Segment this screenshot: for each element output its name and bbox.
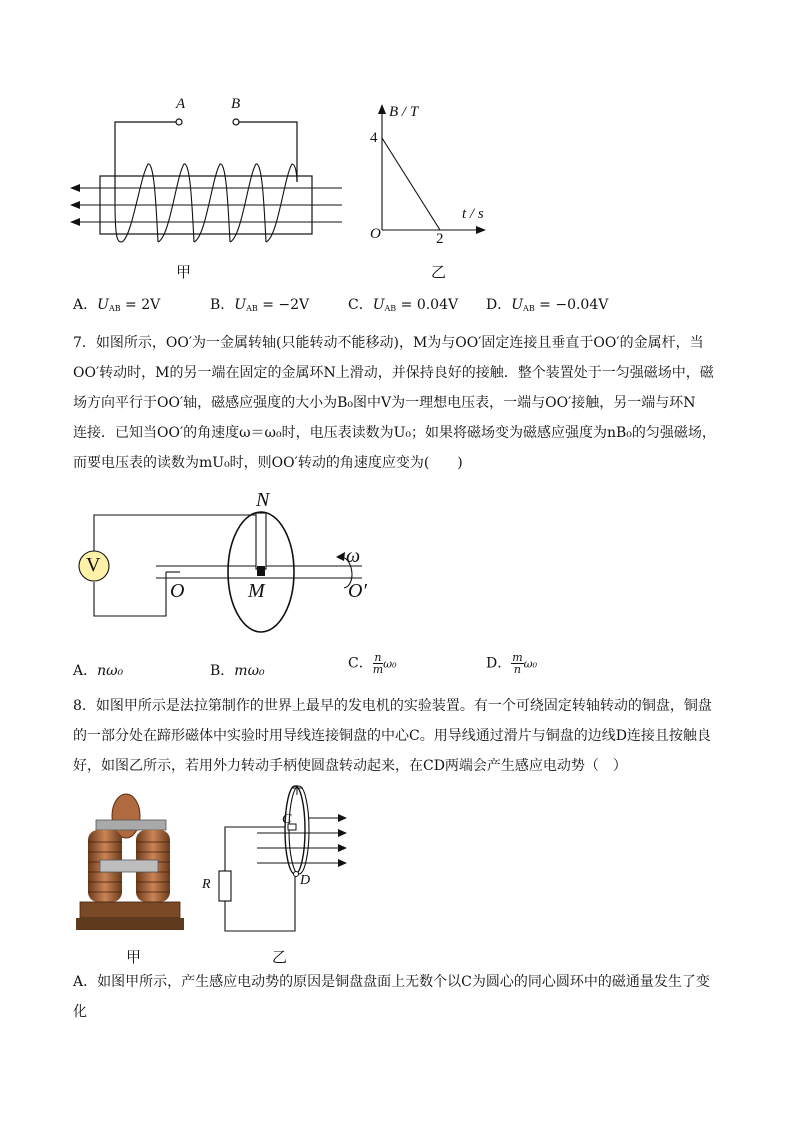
coil-terminal-a-label: A bbox=[176, 96, 186, 112]
q6-option-b[interactable]: B．$U_{AB} = -2V$ bbox=[210, 297, 310, 313]
q7-option-a[interactable]: A．nω₀ bbox=[73, 663, 124, 679]
q8-option-a-line: A．如图甲所示，产生感应电动势的原因是铜盘盘面上无数个以C为圆心的同心圆环中的磁通量发生了变 bbox=[73, 974, 710, 990]
fig6-caption-right: 乙 bbox=[431, 263, 447, 281]
q7-option-b[interactable]: B．mω₀ bbox=[210, 663, 265, 679]
q8-option-a-line: 化 bbox=[73, 1004, 87, 1020]
fig8-caption-right: 乙 bbox=[272, 948, 288, 966]
coil-terminal-b-label: B bbox=[231, 96, 241, 112]
resistor-r-label: R bbox=[202, 877, 211, 892]
bt-data-line bbox=[382, 138, 440, 230]
graph-origin-label: O bbox=[370, 226, 381, 242]
q8-question-text bbox=[73, 691, 723, 781]
graph-y-axis-label: B / T bbox=[389, 104, 419, 120]
faraday-disk-photo bbox=[74, 790, 189, 935]
q7-line: 连接．已知当OO′的角速度ω＝ω₀时，电压表读数为U₀；如果将磁场变为磁感应强度为nB₀的匀强磁场， bbox=[73, 425, 716, 441]
q6-option-d[interactable]: D．$U_{AB} = -0.04V$ bbox=[486, 297, 609, 313]
rod-m-label: M bbox=[248, 580, 265, 602]
q7-question-text bbox=[73, 328, 723, 478]
shaft-o-label: O bbox=[170, 580, 185, 602]
disk-edge-d-label: D bbox=[300, 873, 311, 888]
faraday-disk-schematic bbox=[195, 785, 360, 945]
q6-option-a[interactable]: A．$U_{AB} = 2V$ bbox=[73, 297, 161, 313]
q6-option-c[interactable]: C．$U_{AB} = 0.04V$ bbox=[348, 297, 459, 313]
q8-line: 好，如图乙所示，若用外力转动手柄使圆盘转动起来，在CD两端会产生感应电动势（ ） bbox=[73, 758, 627, 774]
graph-y-tick-label: 4 bbox=[370, 130, 378, 146]
disk-center-c-label: C bbox=[282, 812, 292, 827]
bt-graph bbox=[360, 100, 500, 250]
q8-line: 的一部分处在蹄形磁体中实验时用导线连接铜盘的中心C。用导线通过滑片与铜盘的边线D连接且按触良 bbox=[73, 728, 711, 744]
q8-line: 8．如图甲所示是法拉第制作的世界上最早的发电机的实验装置。有一个可绕固定转轴转动的铜盘，铜盘 bbox=[73, 698, 712, 714]
fig8-caption-left: 甲 bbox=[126, 948, 142, 966]
fraction: $\frac{n}{m}$ bbox=[372, 651, 384, 676]
voltmeter-label: V bbox=[86, 554, 101, 576]
solenoid-diagram bbox=[60, 92, 360, 282]
q7-option-d[interactable]: D． $\frac{m}{n}$ ω₀ bbox=[486, 651, 538, 676]
q7-line: 而要电压表的读数为mU₀时，则OO′转动的角速度应变为( ) bbox=[73, 455, 463, 471]
shaft-o-prime-label: O′ bbox=[348, 580, 367, 602]
q8-option-a[interactable] bbox=[73, 967, 723, 1027]
q7-option-c[interactable]: C． $\frac{n}{m}$ ω₀ bbox=[348, 651, 397, 676]
q7-line: 7．如图所示，OO′为一金属转轴(只能转动不能移动)，M为与OO′固定连接且垂直于OO′的金属杆，当 bbox=[73, 335, 704, 351]
rotating-rod-diagram bbox=[70, 490, 390, 640]
graph-x-axis-label: t / s bbox=[462, 206, 484, 222]
ring-n-label: N bbox=[256, 489, 270, 511]
q7-line: 场方向平行于OO′轴，磁感应强度的大小为B₀图中V为一理想电压表，一端与OO′接触，另一端与环N bbox=[73, 395, 696, 411]
fig6-caption-left: 甲 bbox=[176, 263, 192, 281]
q7-line: OO′转动时，M的另一端在固定的金属环N上滑动，并保持良好的接触．整个装置处于一匀强磁场中，磁 bbox=[73, 365, 714, 381]
omega-label: ω bbox=[346, 545, 361, 567]
graph-x-tick-label: 2 bbox=[436, 231, 444, 247]
fraction: $\frac{m}{n}$ bbox=[512, 651, 523, 676]
